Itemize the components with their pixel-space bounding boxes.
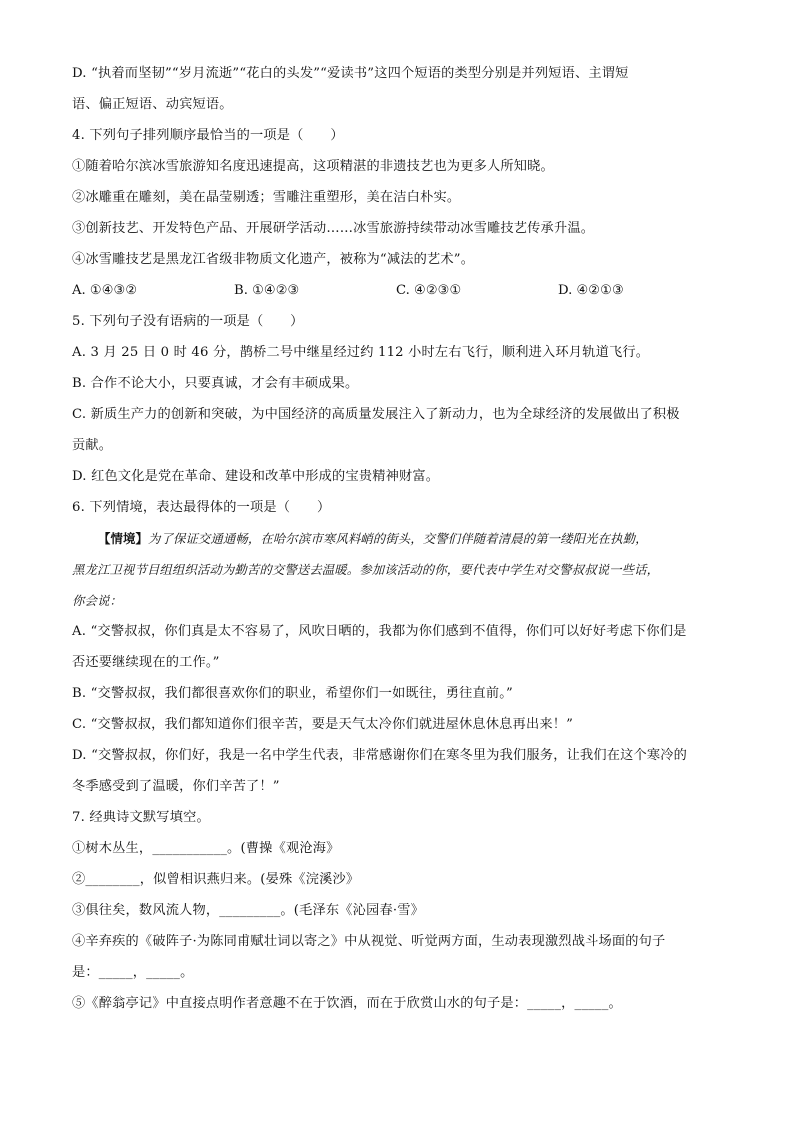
q7-item-4-cont: 是：_____，_____。 [72,965,194,980]
q5-option-c: C. 新质生产力的创新和突破，为中国经济的高质量发展注入了新动力，也为全球经济的发展做出了积极 [72,407,680,422]
q4-sentence-1: ①随着哈尔滨冰雪旅游知名度迅速提高，这项精湛的非遗技艺也为更多人所知晓。 [72,159,554,174]
q6-situation-tag: 【情境】 [98,531,148,546]
q7-item-3: ③俱往矣，数风流人物，_________。(毛泽东《沁园春·雪》 [72,903,425,918]
q5-option-c-cont: 贡献。 [72,438,113,453]
q6-situation-line-3: 你会说： [72,593,122,608]
q6-option-d: D. “交警叔叔，你们好，我是一名中学生代表，非常感谢你们在寒冬里为我们服务，让我们在这个寒冷的 [72,748,688,763]
q4-option-c: C. ④②③① [396,283,462,298]
q4-option-d: D. ④②①③ [558,283,624,298]
q4-option-a: A. ①④③② [72,283,138,298]
question-6: 6. 下列情境，表达最得体的一项是（ ） [72,500,331,515]
q5-option-d: D. 红色文化是党在革命、建设和改革中形成的宝贵精神财富。 [72,469,440,484]
q3-option-d-cont: 语、偏正短语、动宾短语。 [72,97,233,112]
q5-option-a: A. 3 月 25 日 0 时 46 分，鹊桥二号中继星经过约 112 小时左右飞行，顺利进入环月轨道飞行。 [72,345,650,360]
q6-option-c: C. “交警叔叔，我们都知道你们很辛苦，要是天气太冷你们就进屋休息休息再出来！” [72,717,574,732]
q4-sentence-2: ②冰雕重在雕刻，美在晶莹剔透；雪雕注重塑形，美在洁白朴实。 [72,190,461,205]
q4-sentence-4: ④冰雪雕技艺是黑龙江省级非物质文化遗产，被称为“减法的艺术”。 [72,252,475,267]
q4-sentence-3: ③创新技艺、开发特色产品、开展研学活动……冰雪旅游持续带动冰雪雕技艺传承升温。 [72,221,595,236]
q6-option-d-cont: 冬季感受到了温暖，你们辛苦了！” [72,779,280,794]
q3-option-d: D. “执着而坚韧”“岁月流逝”“花白的头发”“爱读书”这四个短语的类型分别是并列短语、主谓短 [72,66,629,81]
question-5: 5. 下列句子没有语病的一项是（ ） [72,314,304,329]
q7-item-1: ①树木丛生，___________。(曹操《观沧海》 [72,841,340,856]
q4-options [72,281,724,301]
q5-option-b: B. 合作不论大小，只要真诚，才会有丰硕成果。 [72,376,359,391]
q7-item-4: ④辛弃疾的《破阵子·为陈同甫赋壮词以寄之》中从视觉、听觉两方面，生动表现激烈战斗场面的句子 [72,934,666,949]
q6-option-b: B. “交警叔叔，我们都很喜欢你们的职业，希望你们一如既往，勇往直前。” [72,686,513,701]
question-7: 7. 经典诗文默写填空。 [72,810,210,825]
q7-item-2: ②________，似曾相识燕归来。(晏殊《浣溪沙》 [72,872,360,887]
q6-option-a: A. “交警叔叔，你们真是太不容易了，风吹日晒的，我都为你们感到不值得，你们可以好好考虑下你们是 [72,624,687,639]
q6-option-a-cont: 否还要继续现在的工作。” [72,655,220,670]
q6-situation-line-2: 黑龙江卫视节目组组织活动为勤苦的交警送去温暖。参加该活动的你，要代表中学生对交警叔叔说一些话， [72,562,660,577]
q7-item-5: ⑤《醉翁亭记》中直接点明作者意趣不在于饮酒，而在于欣赏山水的句子是：_____，_____。 [72,996,622,1011]
q6-situation-text-1: 为了保证交通通畅，在哈尔滨市寒风料峭的街头，交警们伴随着清晨的第一缕阳光在执勤， [147,531,648,546]
q4-option-b: B. ①④②③ [234,283,300,298]
q6-situation-line-1 [72,529,724,549]
question-4: 4. 下列句子排列顺序最恰当的一项是（ ） [72,128,344,143]
